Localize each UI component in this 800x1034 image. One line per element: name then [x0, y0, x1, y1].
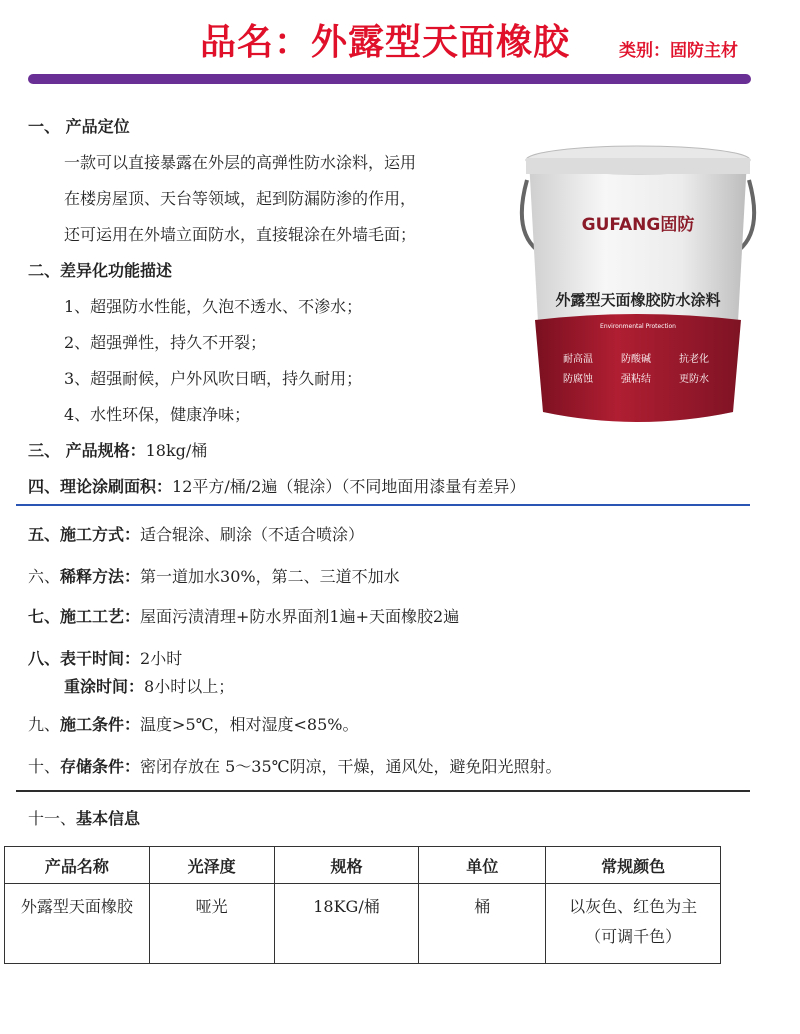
section-2-item: 2、超强弹性，持久不开裂；	[64, 333, 267, 352]
color-extra: （可调千色）	[585, 927, 682, 946]
section-3-value: 18kg/桶	[145, 441, 208, 460]
section-1-line: 在楼房屋顶、天台等领域，起到防漏防渗的作用，	[64, 189, 417, 208]
table-header-cell: 单位	[419, 847, 546, 884]
section-1-title: 一、 产品定位	[28, 117, 130, 136]
section-7-label: 七、施工工艺：	[28, 607, 141, 626]
section-1-line: 一款可以直接暴露在外层的高弹性防水涂料，运用	[64, 153, 417, 172]
header-divider	[28, 74, 751, 84]
bucket-feature: 防腐蚀	[563, 374, 593, 385]
table-cell-colors	[546, 884, 721, 964]
section-2-item: 1、超强防水性能，久泡不透水、不渗水；	[64, 297, 363, 316]
section-8-value: 2小时	[140, 649, 183, 668]
section-9-prefix: 九、	[28, 715, 61, 734]
bucket-feature: 防酸碱	[621, 354, 651, 365]
section-10-value: 密闭存放在 5～35℃阴凉，干燥，通风处，避免阳光照射。	[140, 757, 562, 776]
section-6-prefix: 六、	[28, 567, 61, 586]
section-8b-label: 重涂时间：	[64, 677, 145, 696]
section-9-value: 温度>5℃，相对湿度<85%。	[140, 715, 359, 734]
section-2-item: 4、水性环保，健康净味；	[64, 405, 251, 424]
section-5-value: 适合辊涂、刷涂（不适合喷涂）	[140, 525, 365, 544]
bucket-product-name: 外露型天面橡胶防水涂料	[555, 291, 721, 309]
product-bucket-image	[513, 120, 763, 440]
section-6-value: 第一道加水30%，第二、三道不加水	[140, 567, 400, 586]
bucket-brand: GUFANG固防	[581, 215, 695, 235]
section-divider	[16, 790, 750, 792]
section-2-title: 二、差异化功能描述	[28, 261, 173, 280]
section-10-label: 存储条件：	[60, 757, 141, 776]
section-3-label: 三、 产品规格：	[28, 441, 146, 460]
section-11-label: 基本信息	[76, 809, 141, 828]
table-row	[5, 884, 721, 964]
section-10-prefix: 十、	[28, 757, 61, 776]
table-header-cell: 常规颜色	[546, 847, 721, 884]
section-8-label: 八、表干时间：	[28, 649, 141, 668]
bucket-feature: 耐高温	[563, 354, 593, 365]
bucket-feature: 抗老化	[679, 354, 709, 365]
section-8b-value: 8小时以上；	[144, 677, 235, 696]
section-9-label: 施工条件：	[60, 715, 141, 734]
category-label: 类别：固防主材	[619, 41, 738, 61]
section-4-value: 12平方/桶/2遍（辊涂）（不同地面用漆量有差异）	[172, 477, 526, 496]
product-title: 品名：外露型天面橡胶	[200, 22, 571, 63]
bucket-feature: 强粘结	[621, 374, 651, 385]
color-main: 以灰色、红色为主	[569, 897, 698, 916]
table-header-cell: 规格	[274, 847, 419, 884]
section-6-label: 稀释方法：	[60, 567, 141, 586]
section-2-item: 3、超强耐候，户外风吹日晒，持久耐用；	[64, 369, 363, 388]
section-7-value: 屋面污渍清理+防水界面剂1遍+天面橡胶2遍	[140, 607, 460, 626]
section-11-prefix: 十一、	[28, 809, 77, 828]
bucket-red-band	[535, 314, 741, 422]
bucket-subtitle: Environmental Protection	[600, 323, 676, 330]
table-header-row	[5, 847, 721, 884]
section-5-label: 五、施工方式：	[28, 525, 141, 544]
table-cell: 18KG/桶	[274, 884, 419, 964]
table-cell: 哑光	[149, 884, 274, 964]
section-4-label: 四、理论涂刷面积：	[28, 477, 173, 496]
table-header-cell: 光泽度	[149, 847, 274, 884]
table-header-cell: 产品名称	[5, 847, 150, 884]
table-cell: 桶	[419, 884, 546, 964]
basic-info-table	[4, 846, 721, 964]
bucket-feature: 更防水	[679, 374, 709, 385]
bucket-lid-rim	[526, 158, 750, 174]
section-divider	[16, 504, 750, 506]
table-cell: 外露型天面橡胶	[5, 884, 150, 964]
section-1-line: 还可运用在外墙立面防水，直接辊涂在外墙毛面；	[64, 225, 417, 244]
